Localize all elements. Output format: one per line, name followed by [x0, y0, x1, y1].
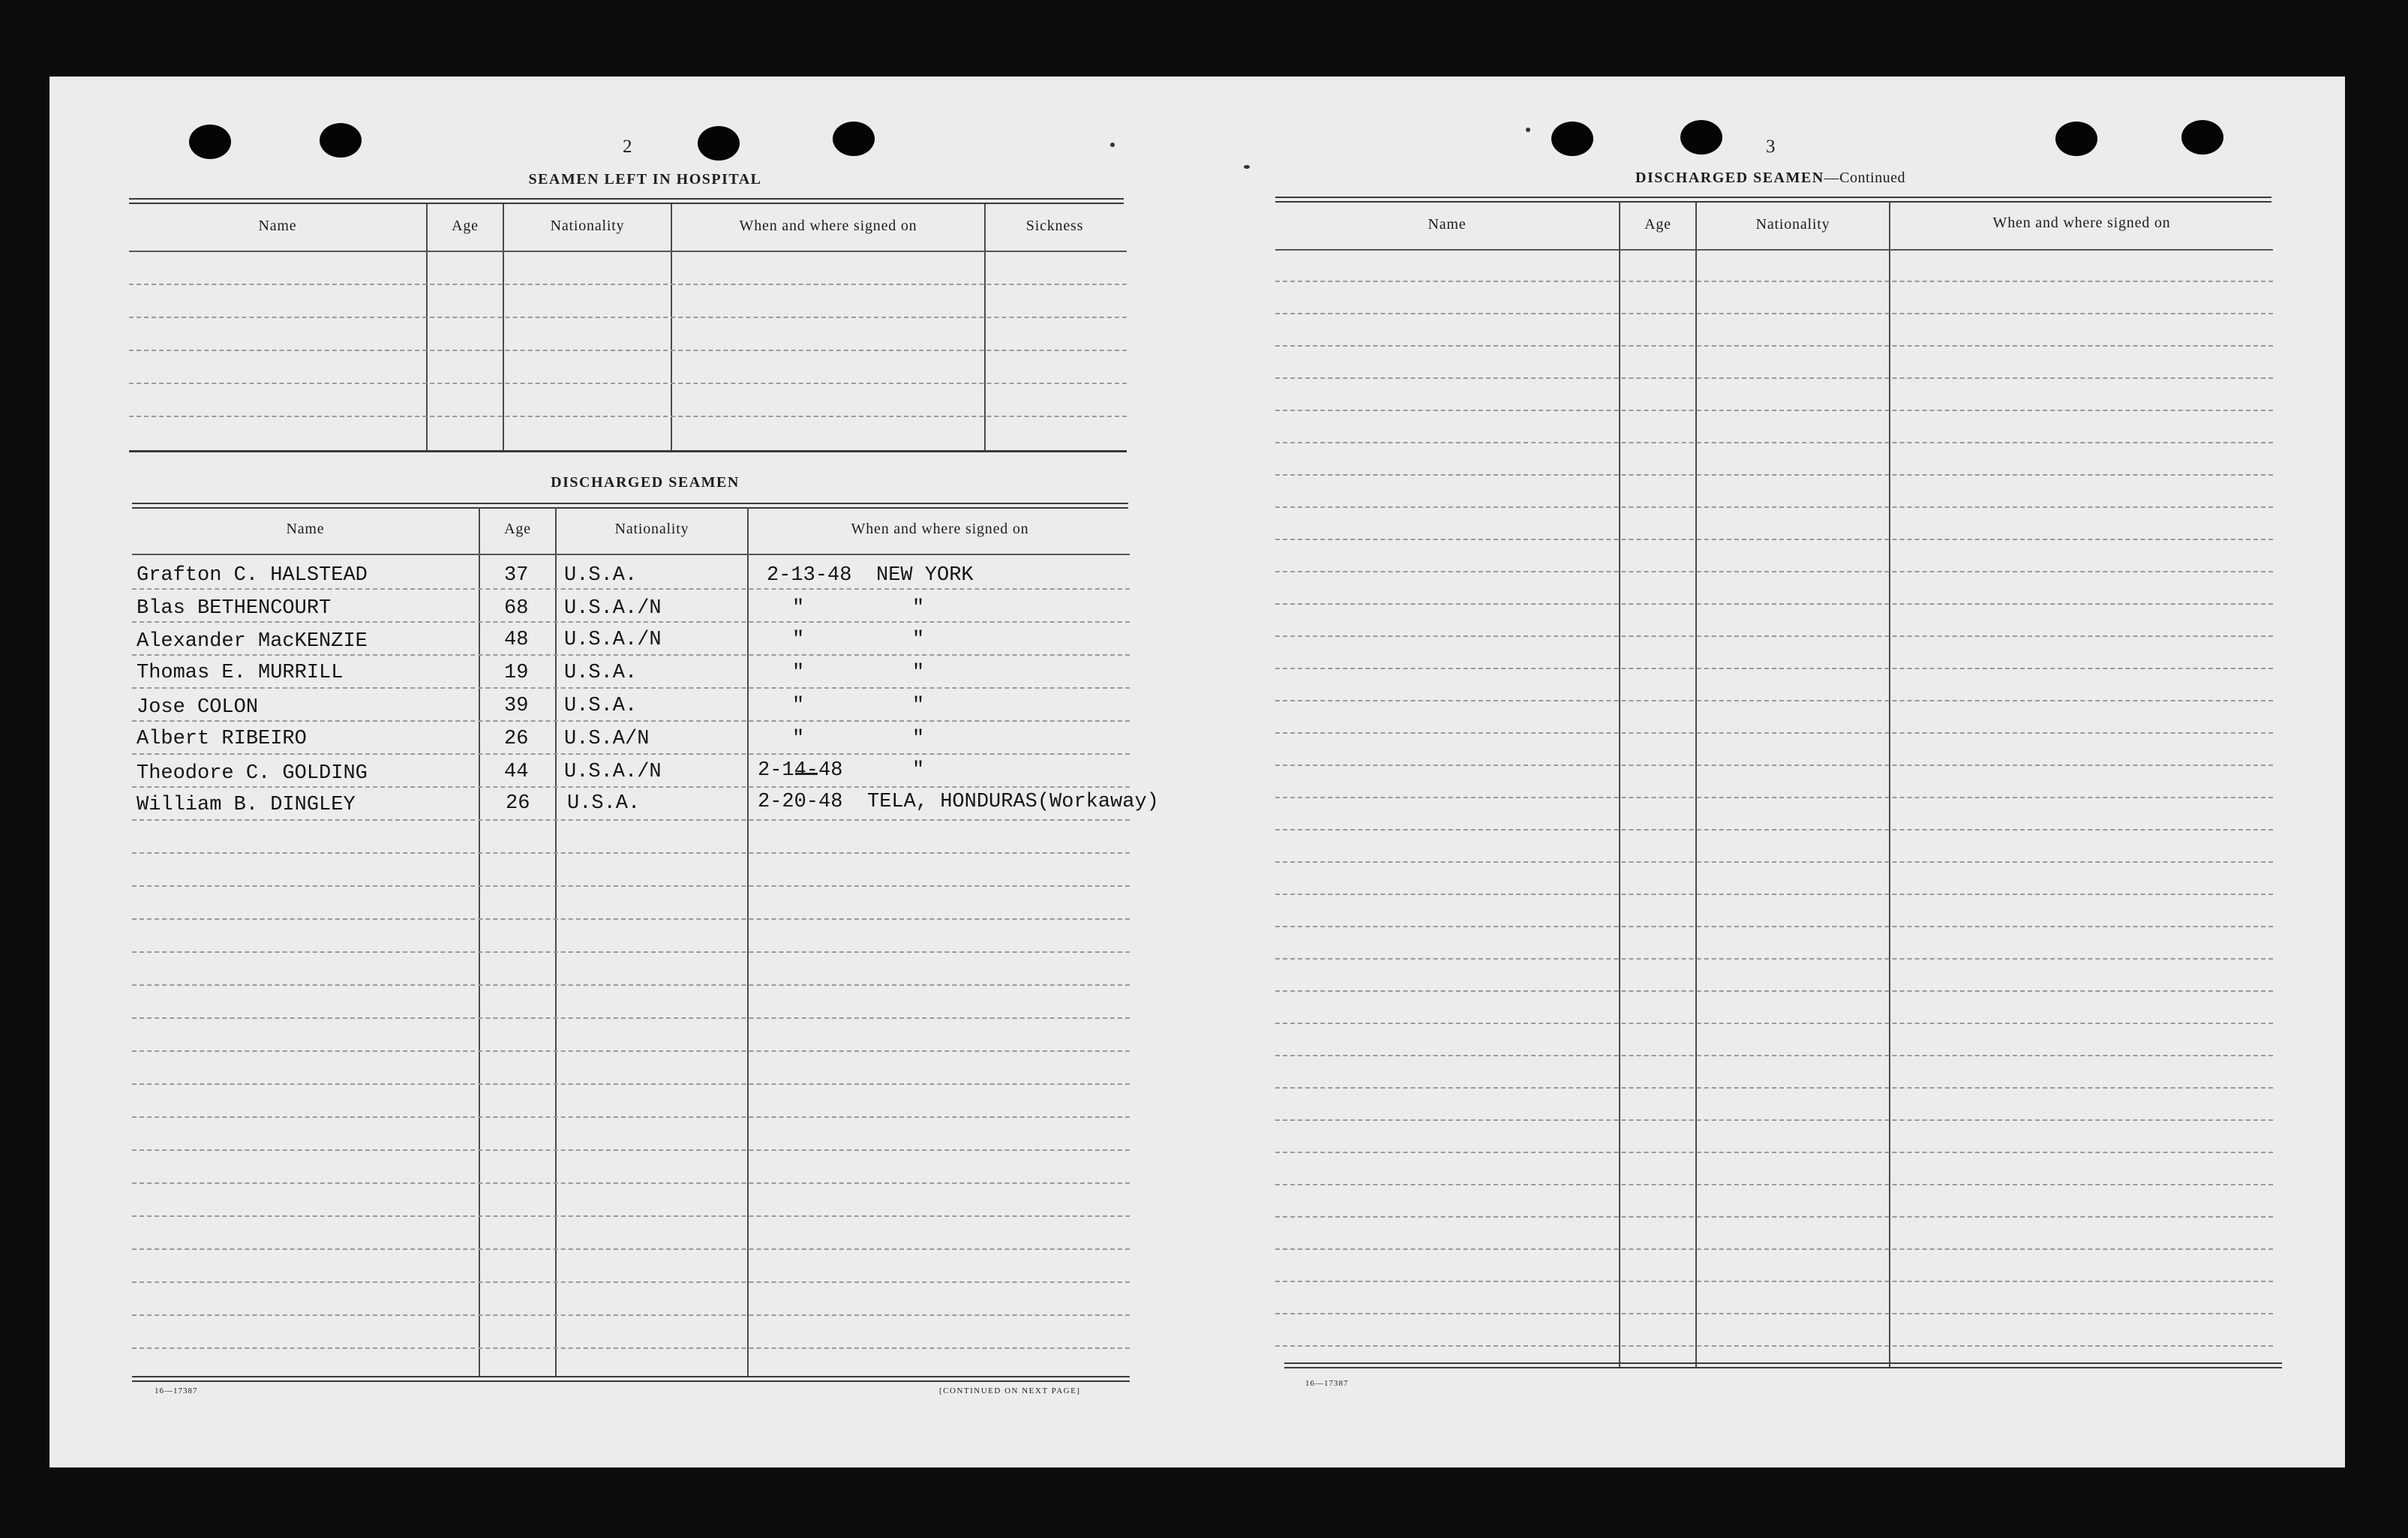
row-3-name: Alexander MacKENZIE — [137, 630, 368, 653]
row-4-name: Thomas E. MURRILL — [137, 662, 344, 684]
ruled-line — [1275, 1216, 2273, 1218]
punch-hole — [698, 126, 740, 161]
row-6-age: 26 — [504, 728, 529, 750]
row-8-place: TELA, HONDURAS(Workaway) — [867, 791, 1159, 813]
row-3-age: 48 — [504, 629, 529, 651]
ruled-line — [1275, 1152, 2273, 1153]
row-1-nationality: U.S.A. — [564, 564, 638, 587]
row-5-age: 39 — [504, 695, 529, 717]
ruled-line — [132, 918, 1130, 920]
hospital-ruled-line — [129, 350, 1127, 351]
punch-hole — [833, 122, 875, 156]
ruled-line — [132, 1116, 1130, 1118]
row-6-date: " — [792, 728, 805, 750]
page-number-left: 2 — [623, 137, 632, 157]
discharged-top-rule — [132, 503, 1128, 509]
ruled-line — [132, 819, 1130, 821]
ruled-line — [1275, 732, 2273, 734]
row-1-age: 37 — [504, 564, 529, 587]
page-number-right: 3 — [1766, 137, 1776, 157]
ruled-line — [1275, 506, 2273, 508]
right-col-signed-on: When and where signed on — [1992, 215, 2171, 231]
ruled-line — [132, 720, 1130, 722]
row-8-date: 2-20-48 — [758, 791, 843, 813]
title-main: DISCHARGED SEAMEN — [1635, 170, 1824, 186]
row-4-nationality: U.S.A. — [564, 662, 638, 684]
discharged-continued-title — [1530, 170, 2010, 187]
punch-hole — [320, 123, 362, 158]
punch-hole — [2055, 122, 2097, 156]
hospital-col-divider — [984, 204, 986, 450]
discharged-col-divider — [555, 507, 557, 1377]
typed-overstrike — [795, 773, 818, 775]
row-4-age: 19 — [504, 662, 529, 684]
row-7-date: 2-14-48 — [758, 759, 843, 782]
ruled-line — [1275, 603, 2273, 605]
row-7-age: 44 — [504, 761, 529, 783]
ruled-line — [132, 1182, 1130, 1184]
ruled-line — [132, 654, 1130, 656]
ruled-line — [1275, 958, 2273, 960]
ruled-line — [1275, 635, 2273, 637]
discharged-header-rule — [132, 554, 1130, 555]
ruled-line — [1275, 442, 2273, 443]
right-col-name: Name — [1428, 216, 1467, 233]
record-sheet — [50, 77, 2345, 1467]
hospital-top-rule — [129, 198, 1124, 204]
hospital-col-name: Name — [258, 218, 297, 234]
ruled-line — [132, 753, 1130, 755]
row-1-name: Grafton C. HALSTEAD — [137, 564, 368, 587]
ruled-line — [132, 1248, 1130, 1250]
ruled-line — [1275, 1313, 2273, 1314]
row-6-place: " — [912, 728, 925, 750]
ruled-line — [1275, 1345, 2273, 1347]
ruled-line — [132, 786, 1130, 788]
ruled-line — [132, 984, 1130, 986]
ruled-line — [1275, 539, 2273, 540]
row-3-date: " — [792, 629, 805, 651]
hospital-header-rule — [129, 251, 1127, 252]
ruled-line — [132, 1347, 1130, 1349]
discharged-col-age: Age — [504, 521, 531, 537]
discharged-col-nationality: Nationality — [614, 521, 689, 537]
hospital-ruled-line — [129, 383, 1127, 384]
hospital-col-age: Age — [452, 218, 479, 234]
row-1-date: 2-13-48 — [767, 564, 852, 587]
hospital-ruled-line — [129, 317, 1127, 318]
hospital-col-divider — [503, 204, 504, 450]
row-4-place: " — [912, 662, 925, 684]
row-2-nationality: U.S.A./N — [564, 597, 662, 620]
right-bottom-rule — [1284, 1362, 2282, 1368]
ruled-line — [1275, 764, 2273, 766]
ruled-line — [1275, 797, 2273, 798]
discharged-col-divider — [479, 507, 480, 1377]
row-5-place: " — [912, 695, 925, 717]
hospital-ruled-line — [129, 416, 1127, 417]
form-number-right: 16—17387 — [1305, 1379, 1349, 1388]
row-6-nationality: U.S.A/N — [564, 728, 650, 750]
ruled-line — [1275, 1281, 2273, 1282]
ruled-line — [1275, 1119, 2273, 1121]
ruled-line — [1275, 1087, 2273, 1089]
hospital-section-title: SEAMEN LEFT IN HOSPITAL — [528, 171, 762, 188]
row-8-age: 26 — [506, 792, 530, 815]
hospital-col-divider — [671, 204, 672, 450]
hospital-ruled-line — [129, 284, 1127, 285]
ink-speck — [1110, 143, 1115, 147]
right-col-age: Age — [1644, 216, 1671, 233]
ruled-line — [132, 852, 1130, 854]
right-col-nationality: Nationality — [1755, 216, 1830, 233]
discharged-col-divider — [747, 507, 749, 1377]
ruled-line — [132, 588, 1130, 590]
ruled-line — [132, 687, 1130, 689]
ink-speck — [1526, 128, 1530, 132]
row-8-nationality: U.S.A. — [567, 792, 641, 815]
row-6-name: Albert RIBEIRO — [137, 728, 307, 750]
ruled-line — [132, 951, 1130, 953]
ruled-line — [1275, 571, 2273, 572]
ruled-line — [132, 621, 1130, 623]
punch-hole — [2181, 120, 2223, 155]
ruled-line — [132, 1281, 1130, 1283]
row-5-nationality: U.S.A. — [564, 695, 638, 717]
hospital-col-signed-on: When and where signed on — [739, 218, 917, 234]
ruled-line — [1275, 1248, 2273, 1250]
right-header-rule — [1275, 249, 2273, 251]
hospital-col-sickness: Sickness — [1025, 218, 1084, 234]
ruled-line — [132, 885, 1130, 887]
ruled-line — [132, 1215, 1130, 1217]
row-2-place: " — [912, 597, 925, 620]
row-5-date: " — [792, 695, 805, 717]
ruled-line — [132, 1314, 1130, 1316]
continued-note: [CONTINUED ON NEXT PAGE] — [939, 1386, 1081, 1395]
row-1-place: NEW YORK — [876, 564, 974, 587]
discharged-col-name: Name — [286, 521, 325, 537]
hospital-col-divider — [426, 204, 428, 450]
ruled-line — [132, 1017, 1130, 1019]
hospital-bottom-rule — [129, 450, 1127, 452]
discharged-section-title: DISCHARGED SEAMEN — [551, 474, 740, 491]
ruled-line — [1275, 990, 2273, 992]
ruled-line — [1275, 861, 2273, 863]
ruled-line — [1275, 313, 2273, 314]
row-2-date: " — [792, 597, 805, 620]
ruled-line — [1275, 410, 2273, 411]
row-5-name: Jose COLON — [137, 696, 259, 719]
ruled-line — [1275, 345, 2273, 347]
ruled-line — [1275, 1184, 2273, 1185]
punch-hole — [1551, 122, 1593, 156]
ruled-line — [132, 1050, 1130, 1052]
ruled-line — [132, 1083, 1130, 1085]
ruled-line — [1275, 829, 2273, 831]
ruled-line — [1275, 926, 2273, 927]
row-3-place: " — [912, 629, 925, 651]
ruled-line — [1275, 668, 2273, 669]
ruled-line — [132, 1149, 1130, 1151]
right-top-rule — [1275, 197, 2271, 203]
ruled-line — [1275, 1055, 2273, 1056]
punch-hole — [1680, 120, 1722, 155]
hospital-col-nationality: Nationality — [550, 218, 625, 234]
ink-speck — [1244, 165, 1250, 169]
row-2-name: Blas BETHENCOURT — [137, 597, 332, 620]
ruled-line — [1275, 894, 2273, 895]
form-number-left: 16—17387 — [155, 1386, 198, 1395]
row-2-age: 68 — [504, 597, 529, 620]
ruled-line — [1275, 281, 2273, 282]
ruled-line — [1275, 1023, 2273, 1024]
ruled-line — [1275, 474, 2273, 476]
row-4-date: " — [792, 662, 805, 684]
row-7-place: " — [912, 759, 925, 782]
row-8-name: William B. DINGLEY — [137, 794, 356, 816]
ruled-line — [1275, 700, 2273, 701]
discharged-bottom-rule — [132, 1376, 1130, 1382]
row-7-name: Theodore C. GOLDING — [137, 762, 368, 785]
title-suffix: —Continued — [1824, 170, 1905, 186]
row-3-nationality: U.S.A./N — [564, 629, 662, 651]
discharged-col-signed-on: When and where signed on — [851, 521, 1029, 537]
punch-hole — [189, 125, 231, 159]
ruled-line — [1275, 377, 2273, 379]
row-7-nationality: U.S.A./N — [564, 761, 662, 783]
